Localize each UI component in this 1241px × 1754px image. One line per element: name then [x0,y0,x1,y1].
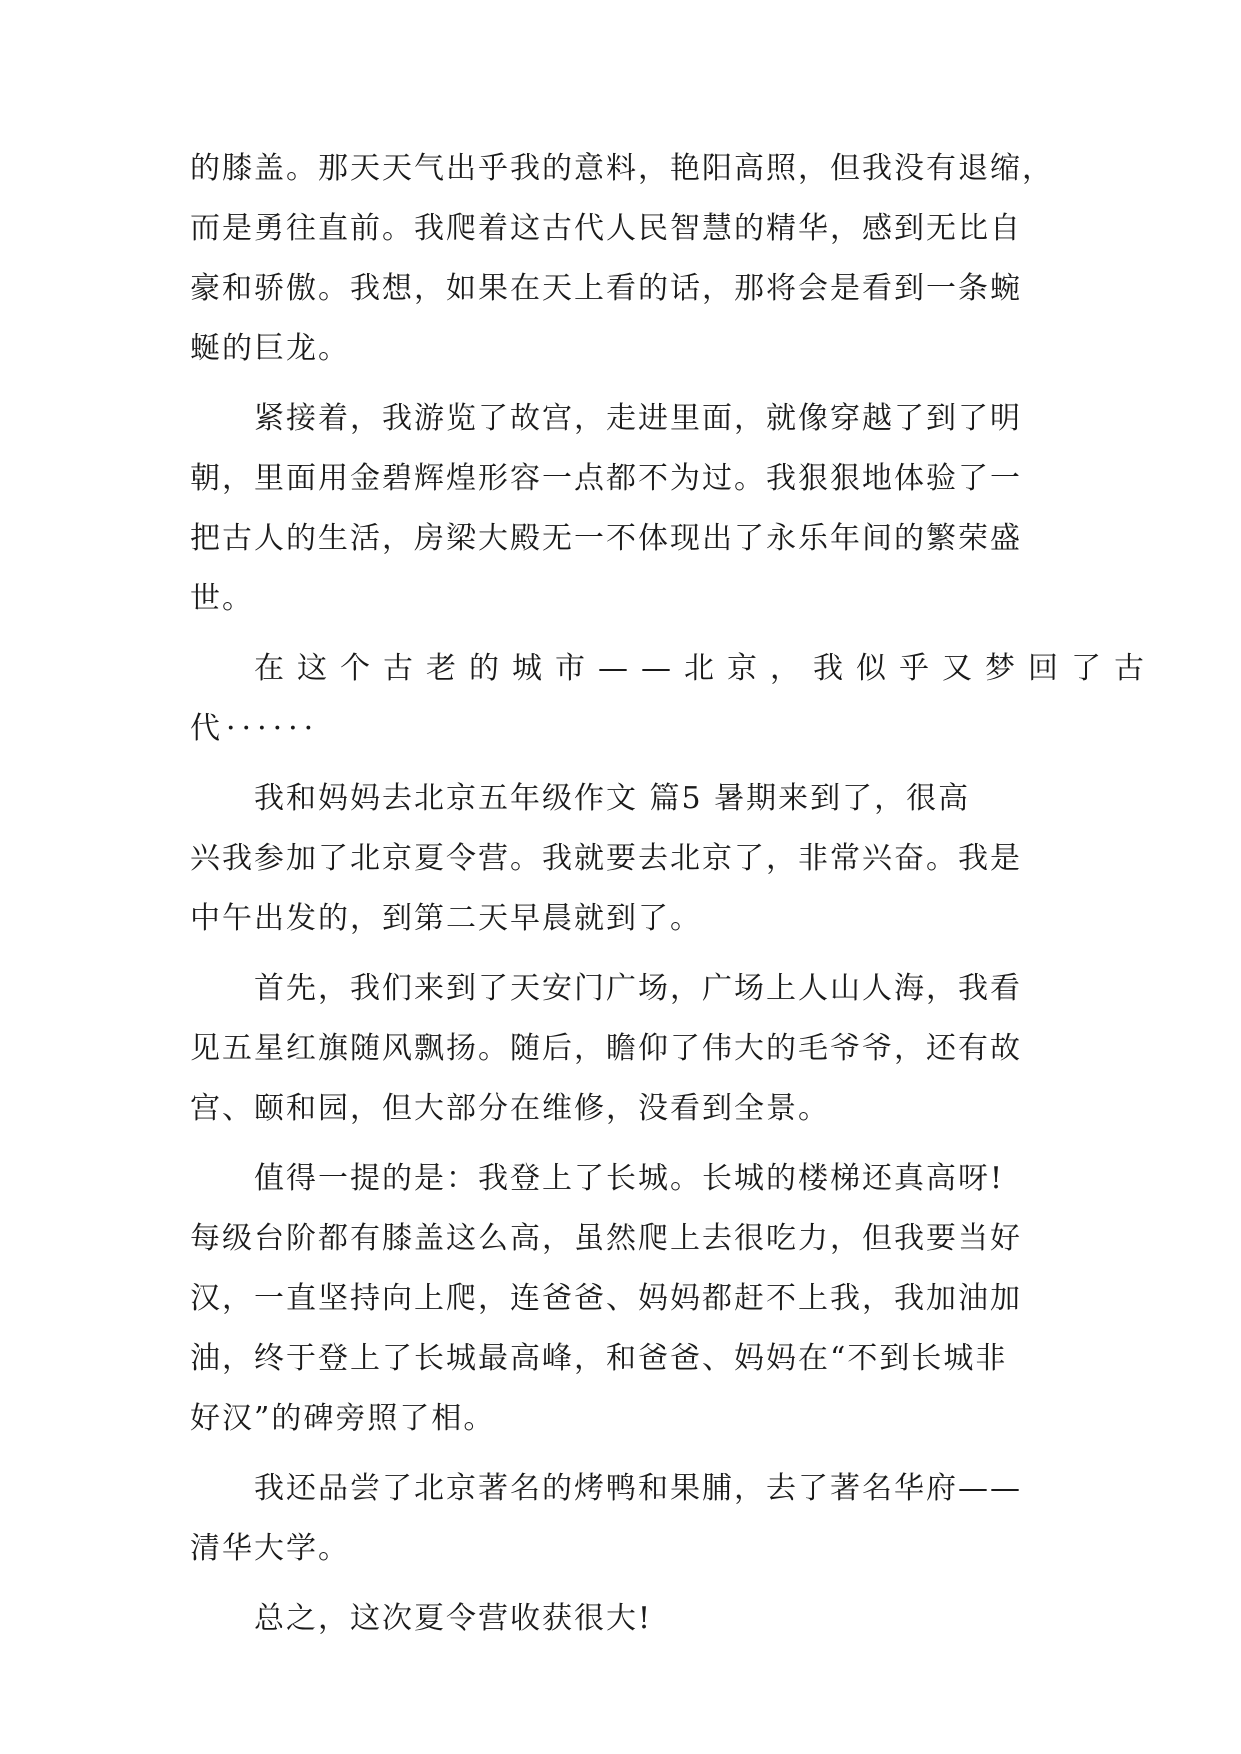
text-line: 首先，我们来到了天安门广场，广场上人山人海，我看 [254,971,1022,1006]
text-line: 每级台阶都有膝盖这么高，虽然爬上去很吃力，但我要当好 [190,1221,1022,1256]
text-line: 代······ [190,711,320,746]
text-line: 宫、颐和园，但大部分在维修，没看到全景。 [190,1091,830,1126]
text-line: 汉，一直坚持向上爬，连爸爸、妈妈都赶不上我，我加油加 [190,1281,1022,1316]
text-line: 把古人的生活，房梁大殿无一不体现出了永乐年间的繁荣盛 [190,521,1022,556]
text-line: 中午出发的，到第二天早晨就到了。 [190,901,702,936]
text-line: 我和妈妈去北京五年级作文 篇5 暑期来到了，很高 [254,781,971,816]
text-line: 我还品尝了北京著名的烤鸭和果脯，去了著名华府—— [254,1471,1022,1506]
text-line: 蜒的巨龙。 [190,331,350,366]
text-line: 而是勇往直前。我爬着这古代人民智慧的精华，感到无比自 [190,211,1022,246]
text-line: 紧接着，我游览了故宫，走进里面，就像穿越了到了明 [254,401,1022,436]
text-line: 豪和骄傲。我想，如果在天上看的话，那将会是看到一条蜿 [190,271,1022,306]
text-line: 清华大学。 [190,1531,350,1566]
text-line: 值得一提的是：我登上了长城。长城的楼梯还真高呀! [254,1161,1005,1196]
text-line: 兴我参加了北京夏令营。我就要去北京了，非常兴奋。我是 [190,841,1022,876]
text-line: 在这个古老的城市——北京，我似乎又梦回了古 [254,651,1157,686]
text-line: 世。 [190,581,254,616]
text-line: 见五星红旗随风飘扬。随后，瞻仰了伟大的毛爷爷，还有故 [190,1031,1022,1066]
text-line: 的膝盖。那天天气出乎我的意料，艳阳高照，但我没有退缩， [190,151,1054,186]
text-line: 总之，这次夏令营收获很大! [254,1601,653,1636]
text-line: 油，终于登上了长城最高峰，和爸爸、妈妈在“不到长城非 [190,1341,1008,1376]
text-line: 好汉”的碑旁照了相。 [190,1401,496,1436]
text-line: 朝，里面用金碧辉煌形容一点都不为过。我狠狠地体验了一 [190,461,1022,496]
